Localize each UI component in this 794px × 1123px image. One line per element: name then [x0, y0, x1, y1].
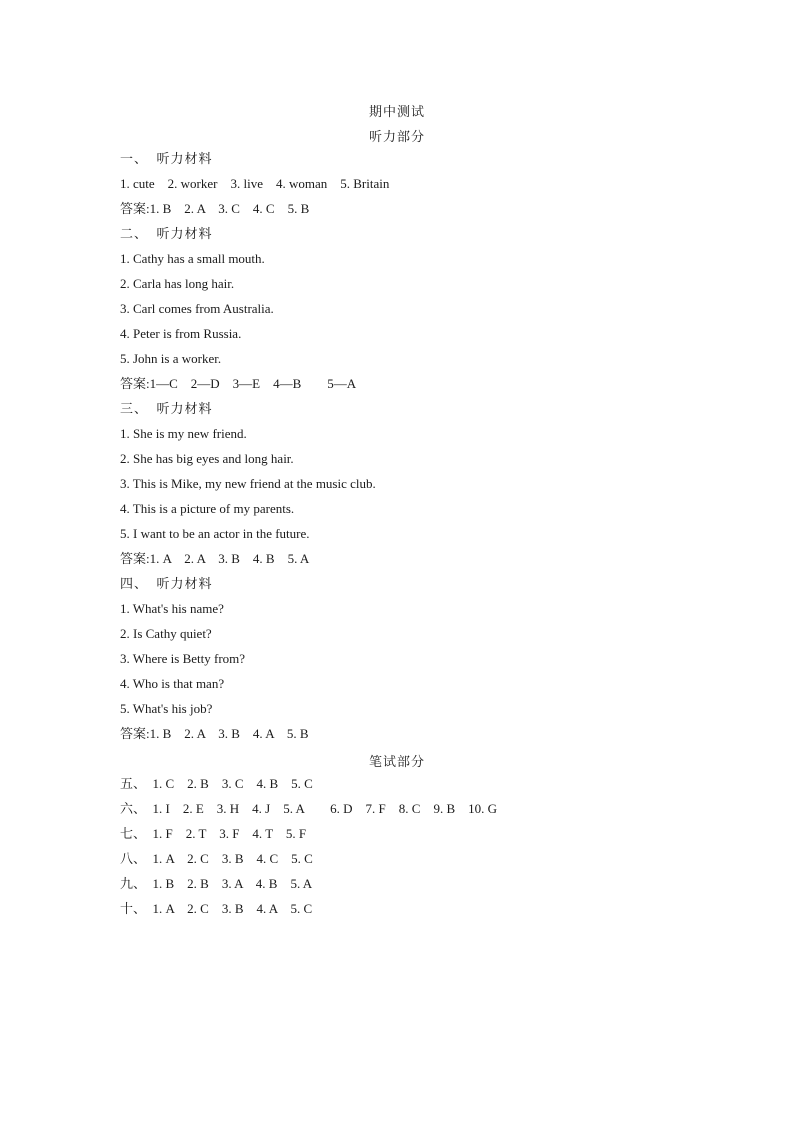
material-line: 1. She is my new friend.	[120, 426, 247, 441]
material-line: 5. John is a worker.	[120, 351, 222, 366]
answer-line: 六、 1. I 2. E 3. H 4. J 5. A 6. D 7. F 8. C 9. B 10. G	[120, 801, 498, 816]
material-line: 2. Is Cathy quiet?	[120, 626, 212, 641]
material-line: 3. Carl comes from Australia.	[120, 301, 274, 316]
material-line: 4. Who is that man?	[120, 676, 225, 691]
answer-line: 七、 1. F 2. T 3. F 4. T 5. F	[120, 826, 307, 841]
page-title: 期中测试	[368, 104, 425, 119]
answer-line: 五、 1. C 2. B 3. C 4. B 5. C	[120, 776, 313, 791]
material-line: 3. This is Mike, my new friend at the music club.	[120, 476, 376, 491]
material-line: 4. This is a picture of my parents.	[120, 501, 295, 516]
material-line: 1. Cathy has a small mouth.	[120, 251, 265, 266]
material-line: 2. Carla has long hair.	[120, 276, 235, 291]
writing-section-title: 笔试部分	[368, 754, 425, 769]
material-line: 5. What's his job?	[120, 701, 213, 716]
section-heading-3: 三、 听力材料	[120, 401, 213, 416]
material-line: 3. Where is Betty from?	[120, 651, 246, 666]
section-heading-2: 二、 听力材料	[120, 226, 213, 241]
answer-key: 答案:1. B 2. A 3. C 4. C 5. B	[120, 201, 310, 216]
listening-section	[120, 151, 720, 751]
material-line: 1. What's his name?	[120, 601, 224, 616]
writing-section	[120, 776, 720, 926]
material-line: 5. I want to be an actor in the future.	[120, 526, 310, 541]
answer-key: 答案:1—C 2—D 3—E 4—B 5—A	[120, 376, 357, 391]
answer-line: 1. cute 2. worker 3. live 4. woman 5. Britain	[120, 176, 390, 191]
material-line: 4. Peter is from Russia.	[120, 326, 242, 341]
material-line: 2. She has big eyes and long hair.	[120, 451, 294, 466]
answer-key: 答案:1. B 2. A 3. B 4. A 5. B	[120, 726, 309, 741]
answer-line: 十、 1. A 2. C 3. B 4. A 5. C	[120, 901, 313, 916]
section-heading-4: 四、 听力材料	[120, 576, 213, 591]
section-heading-1: 一、 听力材料	[120, 151, 213, 166]
listening-section-title: 听力部分	[368, 129, 425, 144]
answer-line: 八、 1. A 2. C 3. B 4. C 5. C	[120, 851, 313, 866]
answer-line: 九、 1. B 2. B 3. A 4. B 5. A	[120, 876, 313, 891]
answer-key: 答案:1. A 2. A 3. B 4. B 5. A	[120, 551, 310, 566]
